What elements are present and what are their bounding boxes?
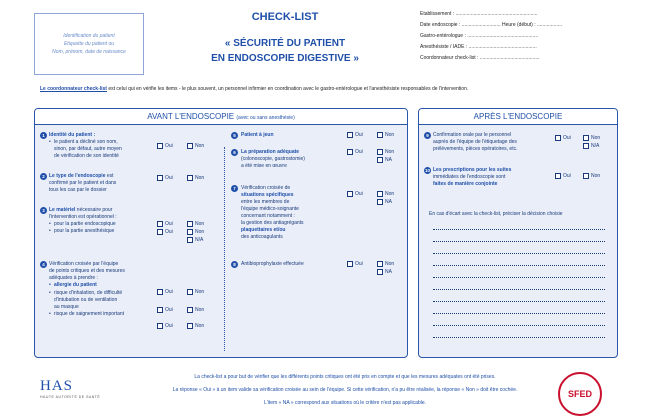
item-1-title: Identité du patient : (49, 132, 96, 138)
gastro-field[interactable]: Gastro-entérologue : ................................................... (420, 33, 539, 39)
header-info-fields (420, 11, 620, 66)
item-4: Vérification croisée par l'équipe de points critiques et des mesures adéquates à prendre : • allergie du patient • risque d'inhalation, de difficulté d'intubation ou de ventilation au masque • risque de saignement important (49, 261, 159, 318)
avant-endoscopie-panel (34, 108, 408, 358)
item-number-5: 5 (231, 132, 238, 139)
ecart-label: En cas d'écart avec la check-list, préciser la décision choisie (429, 211, 563, 217)
item-number-2: 2 (40, 173, 47, 180)
item-4c-oui[interactable]: Oui (157, 323, 173, 329)
item-8: Antibioprophylaxie effectuée (241, 261, 304, 267)
item-4b-oui[interactable]: Oui (157, 307, 173, 313)
ecart-line[interactable] (433, 325, 605, 326)
item-7: Vérification croisée de situations spécifiques entre les membres de l'équipe médico-soignante concernant notamment : la gestion des antiagrégants plaquettaires et/ou des anticoagulants (241, 185, 304, 240)
has-logo: HAS HAUTE AUTORITÉ DE SANTÉ (40, 378, 101, 399)
avant-header (35, 109, 407, 125)
item-number-10: 10 (424, 168, 430, 173)
item-8-oui[interactable]: Oui (347, 261, 363, 267)
item-8-na[interactable]: NA (377, 269, 392, 275)
avant-title: AVANT L'ENDOSCOPIE (147, 112, 235, 121)
date-heure-field[interactable] (420, 22, 620, 33)
item-1-line-1: • le patient a décliné son nom, (49, 139, 159, 146)
apres-header: APRÈS L'ENDOSCOPIE (419, 109, 617, 125)
subtitle-line-2: EN ENDOSCOPIE DIGESTIVE » (211, 53, 359, 64)
item-3b-oui[interactable]: Oui (157, 229, 173, 235)
item-10-oui[interactable]: Oui (555, 173, 571, 179)
item-6-non[interactable]: Non (377, 149, 394, 155)
item-9-non[interactable]: Non (583, 135, 600, 141)
item-4c-non[interactable]: Non (187, 323, 204, 329)
item-1-oui[interactable]: Oui (157, 143, 173, 149)
ecart-line[interactable] (433, 241, 605, 242)
item-6-na[interactable]: NA (377, 157, 392, 163)
item-5: Patient à jeun (241, 132, 274, 138)
item-3a-non[interactable]: Non (187, 221, 204, 227)
item-10: Les prescriptions pour les suites immédiates de l'endoscopie sont faites de manière conjointe (433, 167, 512, 187)
ecart-line[interactable] (433, 229, 605, 230)
item-2: Le type de l'endoscopie est confirmé par le patient et dans tous les cas par le dossier (49, 173, 117, 193)
anesth-field[interactable]: Anesthésiste / IADE : ................................................. (420, 44, 537, 50)
sfed-logo: SFED (558, 372, 602, 416)
footer-line-2: La réponse « Oui » à un item valide sa vérification croisée au sein de l'équipe. Si cette vérification, n'a pu être réalisée, la réponse « Non » doit être cochée. (172, 387, 518, 393)
item-1-non[interactable]: Non (187, 143, 204, 149)
checkbox[interactable] (157, 175, 163, 181)
date-field[interactable]: Date endoscopie : ............................ (420, 22, 501, 28)
item-9-oui[interactable]: Oui (555, 135, 571, 141)
item-10-non[interactable]: Non (583, 173, 600, 179)
item-3: Le matériel nécessaire pour l'intervention est opérationnel : • pour la partie endoscopique • pour la partie anesthésique (49, 207, 159, 235)
item-1-line-2: sinon, par défaut, autre moyen (54, 146, 122, 152)
footer-line-3: L'item « NA » correspond aux situations où le critère n'est pas applicable. (264, 400, 426, 406)
ecart-line[interactable] (433, 289, 605, 290)
column-divider (224, 147, 225, 351)
intro-underlined: Le coordonnateur check-list (40, 86, 107, 92)
item-number-4: 4 (40, 261, 47, 268)
item-8-non[interactable]: Non (377, 261, 394, 267)
item-7-na[interactable]: NA (377, 199, 392, 205)
item-7-non[interactable]: Non (377, 191, 394, 197)
item-5-oui[interactable]: Oui (347, 132, 363, 138)
subtitle-line-1: « SÉCURITÉ DU PATIENT (224, 38, 346, 49)
item-2-non[interactable]: Non (187, 175, 204, 181)
coord-field[interactable]: Coordonnateur check-list : ........................................... (420, 55, 540, 61)
item-4a-non[interactable]: Non (187, 289, 204, 295)
item-6-oui[interactable]: Oui (347, 149, 363, 155)
footer-line-1: La check-list a pour but de vérifier que les différents points critiques ont été pris en compte et que les mesures adéquates ont été prises. (194, 374, 496, 380)
ecart-line[interactable] (433, 301, 605, 302)
item-7-oui[interactable]: Oui (347, 191, 363, 197)
item-1 (49, 132, 159, 160)
item-2-oui[interactable]: Oui (157, 175, 173, 181)
avant-subtitle: (avec ou sans anesthésie) (236, 115, 295, 121)
ecart-line[interactable] (433, 253, 605, 254)
item-6: La préparation adéquate (colonoscopie, gastrostomie) a été mise en œuvre (241, 149, 305, 169)
checkbox[interactable] (157, 143, 163, 149)
item-number-9: 9 (424, 132, 431, 139)
item-number-7: 7 (231, 185, 238, 192)
item-9-na[interactable]: N/A (583, 143, 599, 149)
ecart-line[interactable] (433, 277, 605, 278)
item-4b-non[interactable]: Non (187, 307, 204, 313)
item-9: Confirmation orale par le personnel auprès de l'équipe de l'étiquetage des prélèvements, pièces opératoires, etc. (433, 132, 518, 152)
item-3a-oui[interactable]: Oui (157, 221, 173, 227)
intro-text (40, 86, 620, 92)
identification-line-3: Nom, prénom, date de naissance (52, 48, 126, 55)
item-1-line-3: de vérification de son identité (54, 153, 119, 159)
item-3b-na[interactable]: N/A (187, 237, 203, 243)
heure-field[interactable]: Heure (début) : .................. (501, 22, 563, 28)
item-number-6: 6 (231, 149, 238, 156)
checklist-title: CHECK-LIST (251, 11, 319, 23)
etablissement-field[interactable]: Etablissement : ........................................................... (420, 11, 538, 17)
item-3b-non[interactable]: Non (187, 229, 204, 235)
apres-endoscopie-panel (418, 108, 618, 358)
item-number-8: 8 (231, 261, 238, 268)
checkbox[interactable] (187, 175, 193, 181)
intro-body: est celui qui en vérifie les items - le plus souvent, un personnel infirmier en coordination avec le gastro-entérologue et l'anesthésiste responsables de l'intervention. (106, 86, 469, 92)
item-number-3: 3 (40, 207, 47, 214)
item-4a-oui[interactable]: Oui (157, 289, 173, 295)
ecart-line[interactable] (433, 337, 605, 338)
item-number-1: 1 (40, 132, 47, 139)
checkbox[interactable] (187, 143, 193, 149)
ecart-line[interactable] (433, 265, 605, 266)
item-5-non[interactable]: Non (377, 132, 394, 138)
identification-line-1: Identification du patient (63, 32, 115, 39)
identification-line-2: Etiquette du patient ou (63, 40, 115, 47)
ecart-line[interactable] (433, 313, 605, 314)
patient-identification-box (34, 13, 144, 75)
